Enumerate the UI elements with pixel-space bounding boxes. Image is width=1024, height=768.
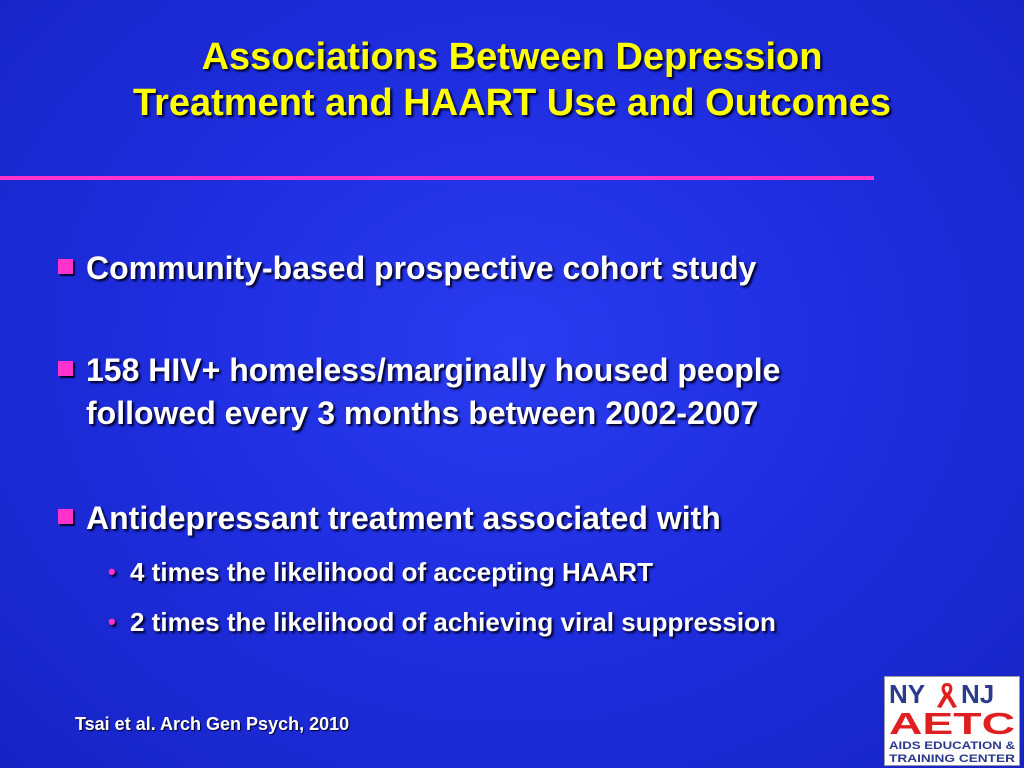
red-ribbon-icon <box>937 683 957 708</box>
bullet-text: Antidepressant treatment associated with <box>86 500 721 536</box>
square-bullet-icon <box>58 509 73 524</box>
square-bullet-icon <box>58 259 73 274</box>
bullet-item <box>58 247 988 290</box>
bullet-item <box>58 349 988 435</box>
title-divider <box>0 176 874 180</box>
square-bullet-icon <box>58 361 73 376</box>
dot-bullet-icon: • <box>108 609 116 634</box>
ny-nj-aetc-logo <box>884 676 1020 766</box>
dot-bullet-icon: • <box>108 559 116 584</box>
sub-bullet-text: 4 times the likelihood of accepting HAART <box>130 557 653 587</box>
logo-line4-text: TRAINING CENTER <box>889 753 1016 765</box>
bullet-text-line1: 158 HIV+ homeless/marginally housed people <box>86 352 781 388</box>
bullet-text: Community-based prospective cohort study <box>86 250 757 286</box>
logo-nj-text: NJ <box>961 679 995 709</box>
sub-bullet-item <box>108 606 1008 638</box>
sub-bullet-text: 2 times the likelihood of achieving viral suppression <box>130 607 776 637</box>
bullet-item <box>58 497 988 540</box>
bullet-text-line2: followed every 3 months between 2002-2007 <box>86 395 759 431</box>
slide-title-line1: Associations Between Depression <box>201 36 823 78</box>
logo-line3-text: AIDS EDUCATION & <box>889 740 1016 752</box>
logo-ny-text: NY <box>889 679 926 709</box>
slide-title-line2: Treatment and HAART Use and Outcomes <box>132 82 892 124</box>
citation: Tsai et al. Arch Gen Psych, 2010 <box>75 714 350 734</box>
sub-bullet-item <box>108 556 1008 588</box>
slide-title <box>20 34 1004 126</box>
logo-aetc-text: AETC <box>889 706 1015 741</box>
